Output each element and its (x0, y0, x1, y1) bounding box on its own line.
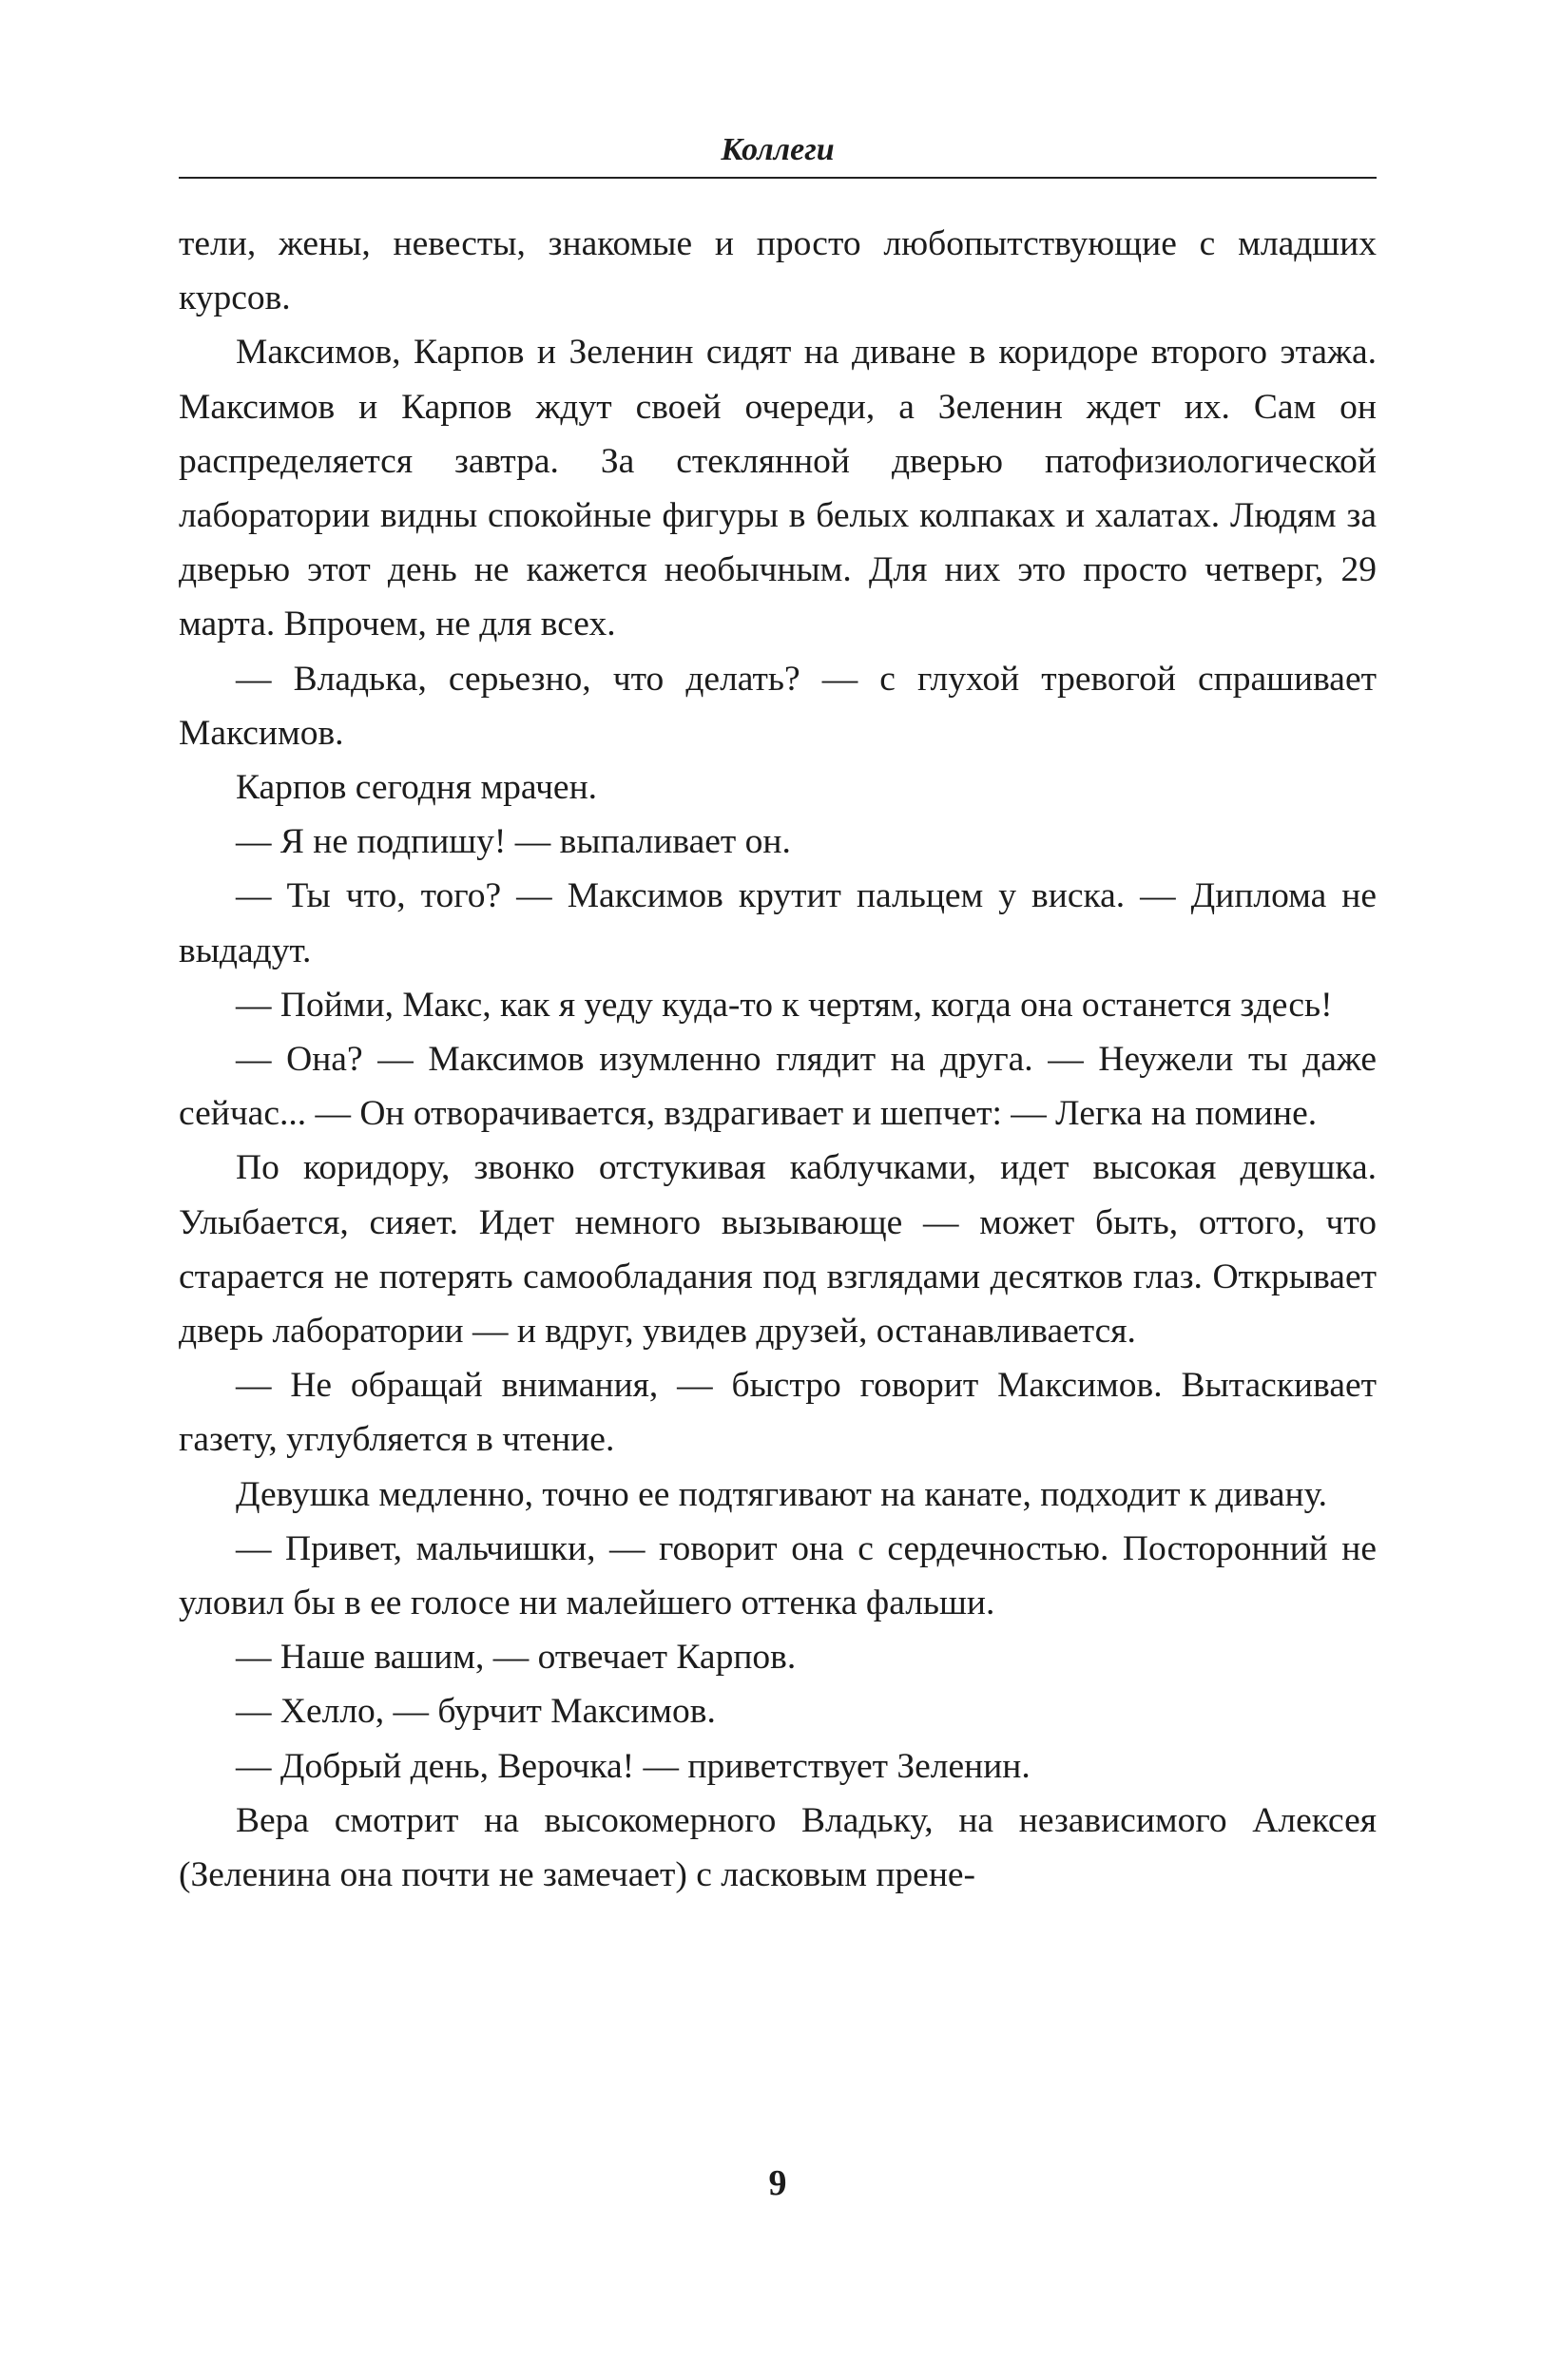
paragraph-3: — Владька, серьезно, что делать? — с глухой тревогой спрашивает Максимов. (179, 659, 1377, 753)
paragraph-16: Вера смотрит на высокомерного Владьку, на независимого Алексея (Зеленина она почти не замечает) с ласковым прене- (179, 1800, 1377, 1895)
paragraph-15: — Добрый день, Верочка! — приветствует Зеленин. (236, 1746, 1031, 1786)
paragraph-14: — Хелло, — бурчит Максимов. (236, 1692, 716, 1732)
header-rule (179, 177, 1377, 179)
running-head: Коллеги (721, 132, 835, 167)
paragraph-4: Карпов сегодня мрачен. (236, 768, 598, 808)
paragraph-1: тели, жены, невесты, знакомые и просто любопытствующие с младших курсов. (179, 224, 1377, 318)
paragraph-12: — Привет, мальчишки, — говорит она с сердечностью. Посторонний не уловил бы в ее голосе ни малейшего оттенка фальши. (179, 1528, 1377, 1623)
paragraph-11: Девушка медленно, точно ее подтягивают на канате, подходит к дивану. (236, 1474, 1327, 1514)
paragraph-13: — Наше вашим, — отвечает Карпов. (236, 1638, 797, 1678)
paragraph-10: — Не обращай внимания, — быстро говорит Максимов. Вытаскивает газету, углубляется в чтение. (179, 1366, 1377, 1460)
paragraph-6: — Ты что, того? — Максимов крутит пальцем у виска. — Диплома не выдадут. (179, 876, 1377, 970)
paragraph-8: — Она? — Максимов изумленно глядит на друга. — Неужели ты даже сейчас... — Он отворачивается, вздрагивает и шепчет: — Легка на помине. (179, 1040, 1377, 1134)
paragraph-9: По коридору, звонко отстукивая каблучками, идет высокая девушка. Улыбается, сияет. Идет немного вызывающе — может быть, оттого, что старается не потерять самообладания под взглядами десятков глаз. Открывает дверь лаборатории — и вдруг, увидев друзей, останавливается. (179, 1148, 1377, 1352)
paragraph-2: Максимов, Карпов и Зеленин сидят на диване в коридоре второго этажа. Максимов и Карпов ждут своей очереди, а Зеленин ждет их. Сам он распределяется завтра. За стеклянной дверью патофизиологической лаборатории видны спокойные фигуры в белых колпаках и халатах. Людям за дверью этот день не кажется необычным. Для них это просто четверг, 29 марта. Впрочем, не для всех. (179, 333, 1377, 644)
page-number: 9 (768, 2163, 787, 2203)
paragraph-7: — Пойми, Макс, как я уеду куда-то к чертям, когда она останется здесь! (236, 985, 1333, 1025)
paragraph-5: — Я не подпишу! — выпаливает он. (236, 822, 791, 862)
body-text (179, 217, 1377, 1902)
